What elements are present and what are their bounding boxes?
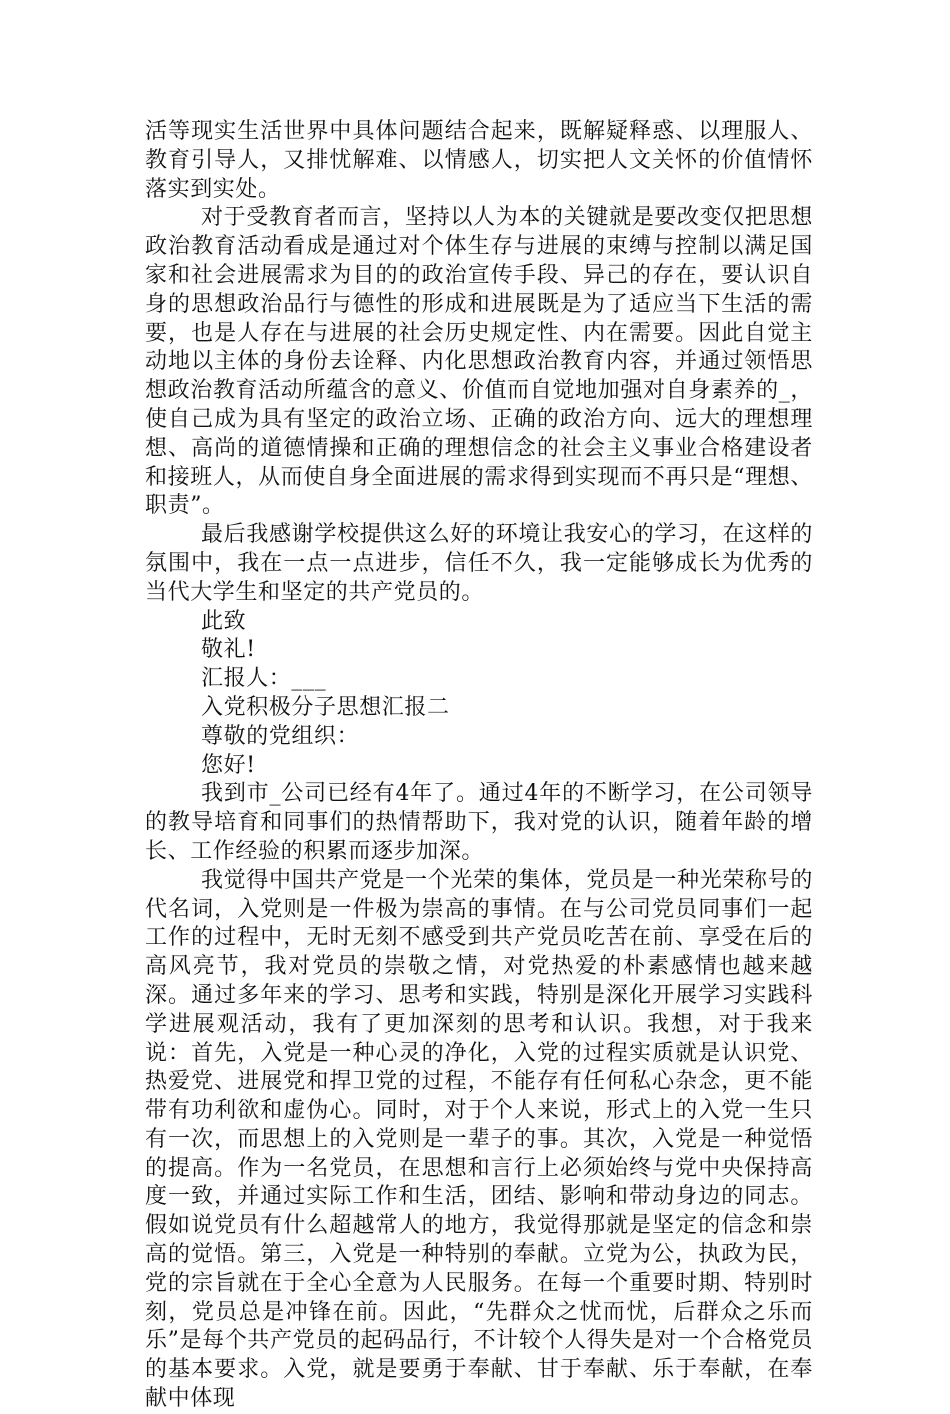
section-heading: 入党积极分子思想汇报二 [201, 694, 450, 720]
paragraph-1: 活等现实生活世界中具体问题结合起来，既解疑释惑、以理服人、教育引导人，又排忧解难、以情感人，切实把人文关怀的价值情怀落实到实处。 [145, 119, 813, 202]
greeting-recipient: 尊敬的党组织： [201, 723, 360, 749]
paragraph-2: 对于受教育者而言，坚持以人为本的关键就是要改变仅把思想政治教育活动看成是通过对个体生存与进展的束缚与控制以满足国家和社会进展需求为目的的政治宣传手段、异己的存在，要认识自身的思想政治品行与德性的形成和进展既是为了适应当下生活的需要，也是人存在与进展的社会历史规定性、内在需要。因此自觉主动地以主体的身份去诠释、内化思想政治教育内容，并通过领悟思想政治教育活动所蕴含的意义、价值而自觉地加强对自身素养的_，使自己成为具有坚定的政治立场、正确的政治方向、远大的理想理想、高尚的道德情操和正确的理想信念的社会主义事业合格建设者和接班人，从而使自身全面进展的需求得到实现而不再只是“理想、职责”。 [145, 205, 813, 519]
reporter-signature-line: 汇报人：___ [201, 666, 327, 692]
paragraph-11: 我觉得中国共产党是一个光荣的集体，党员是一种光荣称号的代名词，入党则是一件极为崇高的事情。在与公司党员同事们一起工作的过程中，无时无刻不感受到共产党员吃苦在前、享受在后的高风亮节，我对党员的崇敬之情，对党热爱的朴素感情也越来越深。通过多年来的学习、思考和实践，特别是深化开展学习实践科学进展观活动，我有了更加深刻的思考和认识。我想，对于我来说：首先，入党是一种心灵的净化，入党的过程实质就是认识党、热爱党、进展党和捍卫党的过程，不能存有任何私心杂念，更不能带有功利欲和虚伪心。同时，对于个人来说，形式上的入党一生只有一次，而思想上的入党则是一辈子的事。其次，入党是一种觉悟的提高。作为一名党员，在思想和言行上必须始终与党中央保持高度一致，并通过实际工作和生活，团结、影响和带动身边的同志。假如说党员有什么超越常人的地方，我觉得那就是坚定的信念和崇高的觉悟。第三，入党是一种特别的奉献。立党为公，执政为民，党的宗旨就在于全心全意为人民服务。在每一个重要时期、特别时刻，党员总是冲锋在前。因此，“先群众之忧而忧，后群众之乐而乐”是每个共产党员的起码品行，不计较个人得失是对一个合格党员的基本要求。入党，就是要勇于奉献、甘于奉献、乐于奉献，在奉献中体现 [145, 867, 813, 1412]
paragraph-3: 最后我感谢学校提供这么好的环境让我安心的学习，在这样的氛围中，我在一点一点进步，信任不久，我一定能够成长为优秀的当代大学生和坚定的共产党员的。 [145, 522, 813, 605]
paragraph-10: 我到市_公司已经有4年了。通过4年的不断学习，在公司领导的教导培育和同事们的热情帮助下，我对党的认识，随着年龄的增长、工作经验的积累而逐步加深。 [145, 781, 813, 864]
greeting-hello: 您好! [201, 752, 256, 778]
document-page [145, 118, 813, 1414]
closing-salutation: 此致 [201, 608, 247, 634]
closing-regards: 敬礼! [201, 637, 256, 663]
